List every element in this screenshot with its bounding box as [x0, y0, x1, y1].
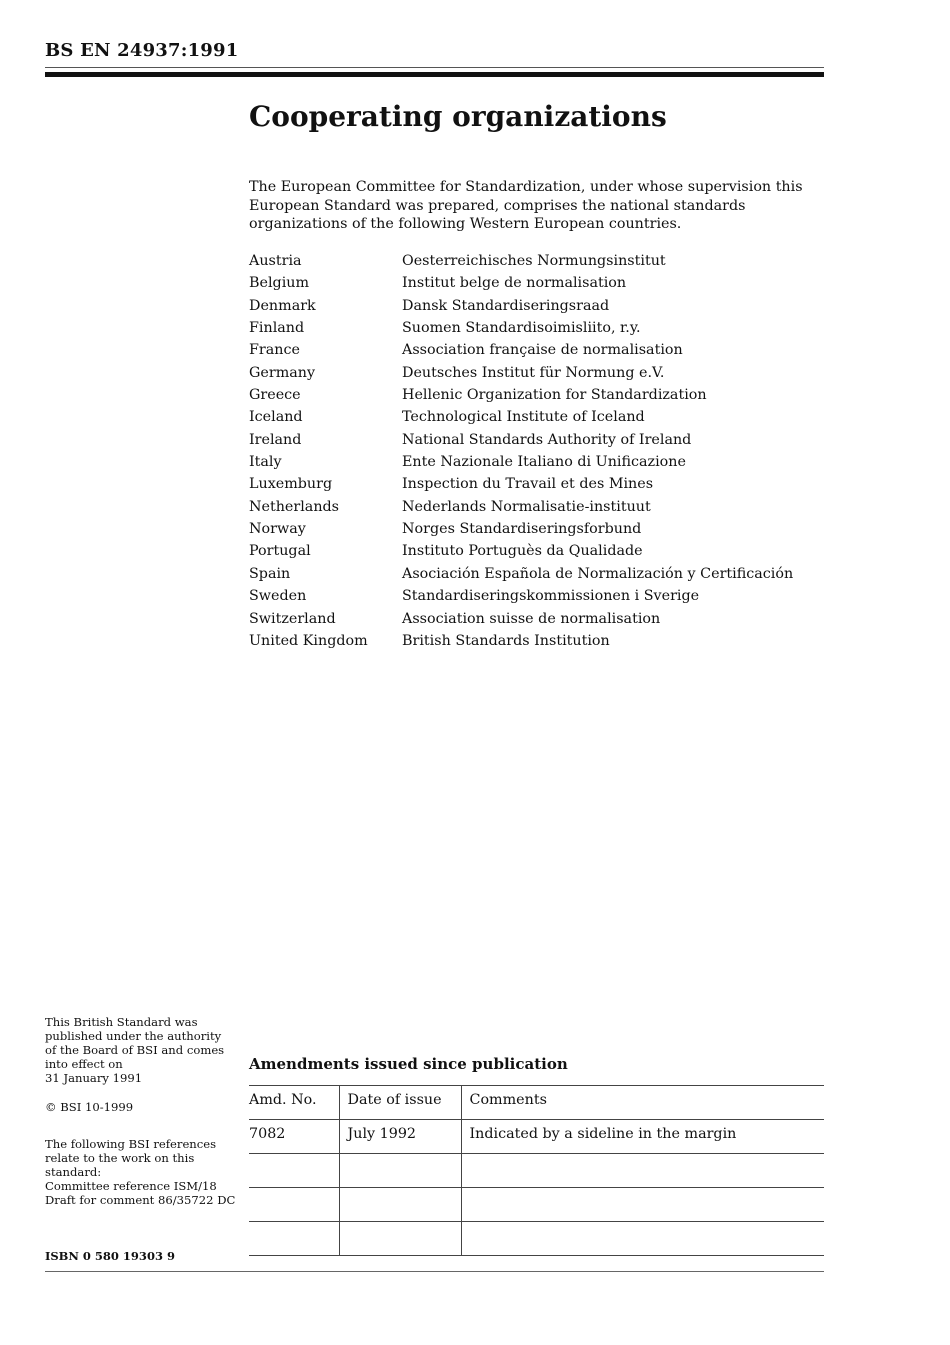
authority-note-line: published under the authority: [45, 1029, 222, 1043]
org-country: Belgium: [249, 275, 310, 292]
footer-rule: [45, 1271, 824, 1272]
org-name: British Standards Institution: [402, 632, 610, 649]
org-country: United Kingdom: [249, 632, 368, 649]
references-note-line: The following BSI references: [45, 1137, 217, 1151]
org-country: Greece: [249, 387, 301, 404]
org-row: [249, 587, 793, 609]
org-name: Nederlands Normalisatie-instituut: [402, 498, 651, 515]
comments-cell: [461, 1154, 824, 1188]
amendments-title: Amendments issued since publication: [249, 1055, 568, 1073]
org-row: [249, 252, 793, 274]
org-row: [249, 632, 793, 654]
org-name: Association suisse de normalisation: [402, 610, 661, 627]
org-country: Luxemburg: [249, 476, 333, 493]
org-row: [249, 565, 793, 587]
org-row: [249, 453, 793, 475]
authority-note-line: into effect on: [45, 1057, 123, 1071]
org-country: Ireland: [249, 431, 302, 448]
org-name: Suomen Standardisoimisliito, r.y.: [402, 320, 641, 337]
org-name: Oesterreichisches Normungsinstitut: [402, 253, 666, 269]
amd-no-cell: [249, 1188, 339, 1222]
org-row: [249, 364, 793, 386]
header-rule-thin: [45, 67, 824, 68]
isbn: ISBN 0 580 19303 9: [45, 1249, 175, 1263]
table-row: [249, 1154, 824, 1188]
org-row: [249, 475, 793, 497]
amd-no-cell: [249, 1222, 339, 1256]
org-row: [249, 610, 793, 632]
org-country: Iceland: [249, 409, 303, 426]
org-country: Netherlands: [249, 498, 340, 515]
org-name: Dansk Standardiseringsraad: [402, 297, 610, 314]
document-id: BS EN 24937:1991: [45, 40, 239, 61]
authority-note-line: This British Standard was: [45, 1015, 198, 1029]
org-row: [249, 274, 793, 296]
org-name: Association française de normalisation: [402, 342, 683, 359]
intro-paragraph: The European Committee for Standardization, under whose supervision this European Standard was prepared, comprises the national standards organizations of the following Western European countries.: [249, 179, 803, 232]
column-header-amd-no: Amd. No.: [249, 1086, 339, 1120]
org-country: Finland: [249, 320, 305, 337]
comments-cell: [461, 1222, 824, 1256]
org-row: [249, 297, 793, 319]
table-row: [249, 1188, 824, 1222]
org-country: Italy: [249, 454, 282, 471]
org-name: Inspection du Travail et des Mines: [402, 476, 654, 493]
page-title: Cooperating organizations: [249, 100, 667, 133]
org-country: Spain: [249, 565, 291, 582]
org-country: Denmark: [249, 297, 316, 314]
org-row: [249, 386, 793, 408]
bsi-references-note: [45, 1137, 240, 1207]
date-of-issue-cell: [339, 1154, 461, 1188]
authority-note: [45, 1015, 240, 1085]
org-row: [249, 341, 793, 363]
org-name: Deutsches Institut für Normung e.V.: [402, 364, 665, 381]
column-header-comments: Comments: [461, 1086, 824, 1120]
org-name: Instituto Portuguès da Qualidade: [402, 543, 643, 560]
organization-list: [249, 252, 793, 654]
column-header-date-of-issue: Date of issue: [339, 1086, 461, 1120]
org-row: [249, 319, 793, 341]
header-rule-thick: [45, 72, 824, 77]
comments-cell: [461, 1188, 824, 1222]
amendments-table: [249, 1085, 824, 1256]
org-country: Germany: [249, 364, 316, 381]
org-country: Switzerland: [249, 610, 336, 627]
org-name: Technological Institute of Iceland: [402, 409, 645, 426]
authority-note-line: of the Board of BSI and comes: [45, 1043, 225, 1057]
org-row: [249, 408, 793, 430]
org-row: [249, 498, 793, 520]
references-note-line: relate to the work on this: [45, 1151, 195, 1165]
org-name: Asociación Española de Normalización y Certificación: [402, 565, 794, 582]
org-country: Austria: [249, 253, 302, 269]
references-note-line: standard:: [45, 1165, 102, 1179]
amd-no-cell: [249, 1154, 339, 1188]
amd-no-cell: 7082: [249, 1120, 339, 1154]
org-name: Institut belge de normalisation: [402, 275, 627, 292]
date-of-issue-cell: [339, 1222, 461, 1256]
comments-cell: Indicated by a sideline in the margin: [461, 1120, 824, 1154]
org-country: Portugal: [249, 543, 311, 560]
org-name: Hellenic Organization for Standardization: [402, 387, 707, 404]
org-name: Ente Nazionale Italiano di Unificazione: [402, 454, 686, 471]
table-row: [249, 1120, 824, 1154]
org-name: Norges Standardiseringsforbund: [402, 521, 642, 538]
copyright-note: © BSI 10-1999: [45, 1100, 134, 1114]
references-note-line: Committee reference ISM/18: [45, 1179, 217, 1193]
references-note-line: Draft for comment 86/35722 DC: [45, 1193, 236, 1207]
org-name: Standardiseringskommissionen i Sverige: [402, 588, 700, 605]
sidebar-notes: [45, 1015, 240, 1207]
org-row: [249, 542, 793, 564]
authority-note-line: 31 January 1991: [45, 1071, 143, 1085]
org-country: France: [249, 342, 300, 359]
date-of-issue-cell: [339, 1188, 461, 1222]
org-row: [249, 431, 793, 453]
amendments-header-row: [249, 1086, 824, 1120]
org-name: National Standards Authority of Ireland: [402, 431, 692, 448]
org-country: Sweden: [249, 588, 307, 605]
org-row: [249, 520, 793, 542]
date-of-issue-cell: July 1992: [339, 1120, 461, 1154]
table-row: [249, 1222, 824, 1256]
org-country: Norway: [249, 521, 306, 538]
